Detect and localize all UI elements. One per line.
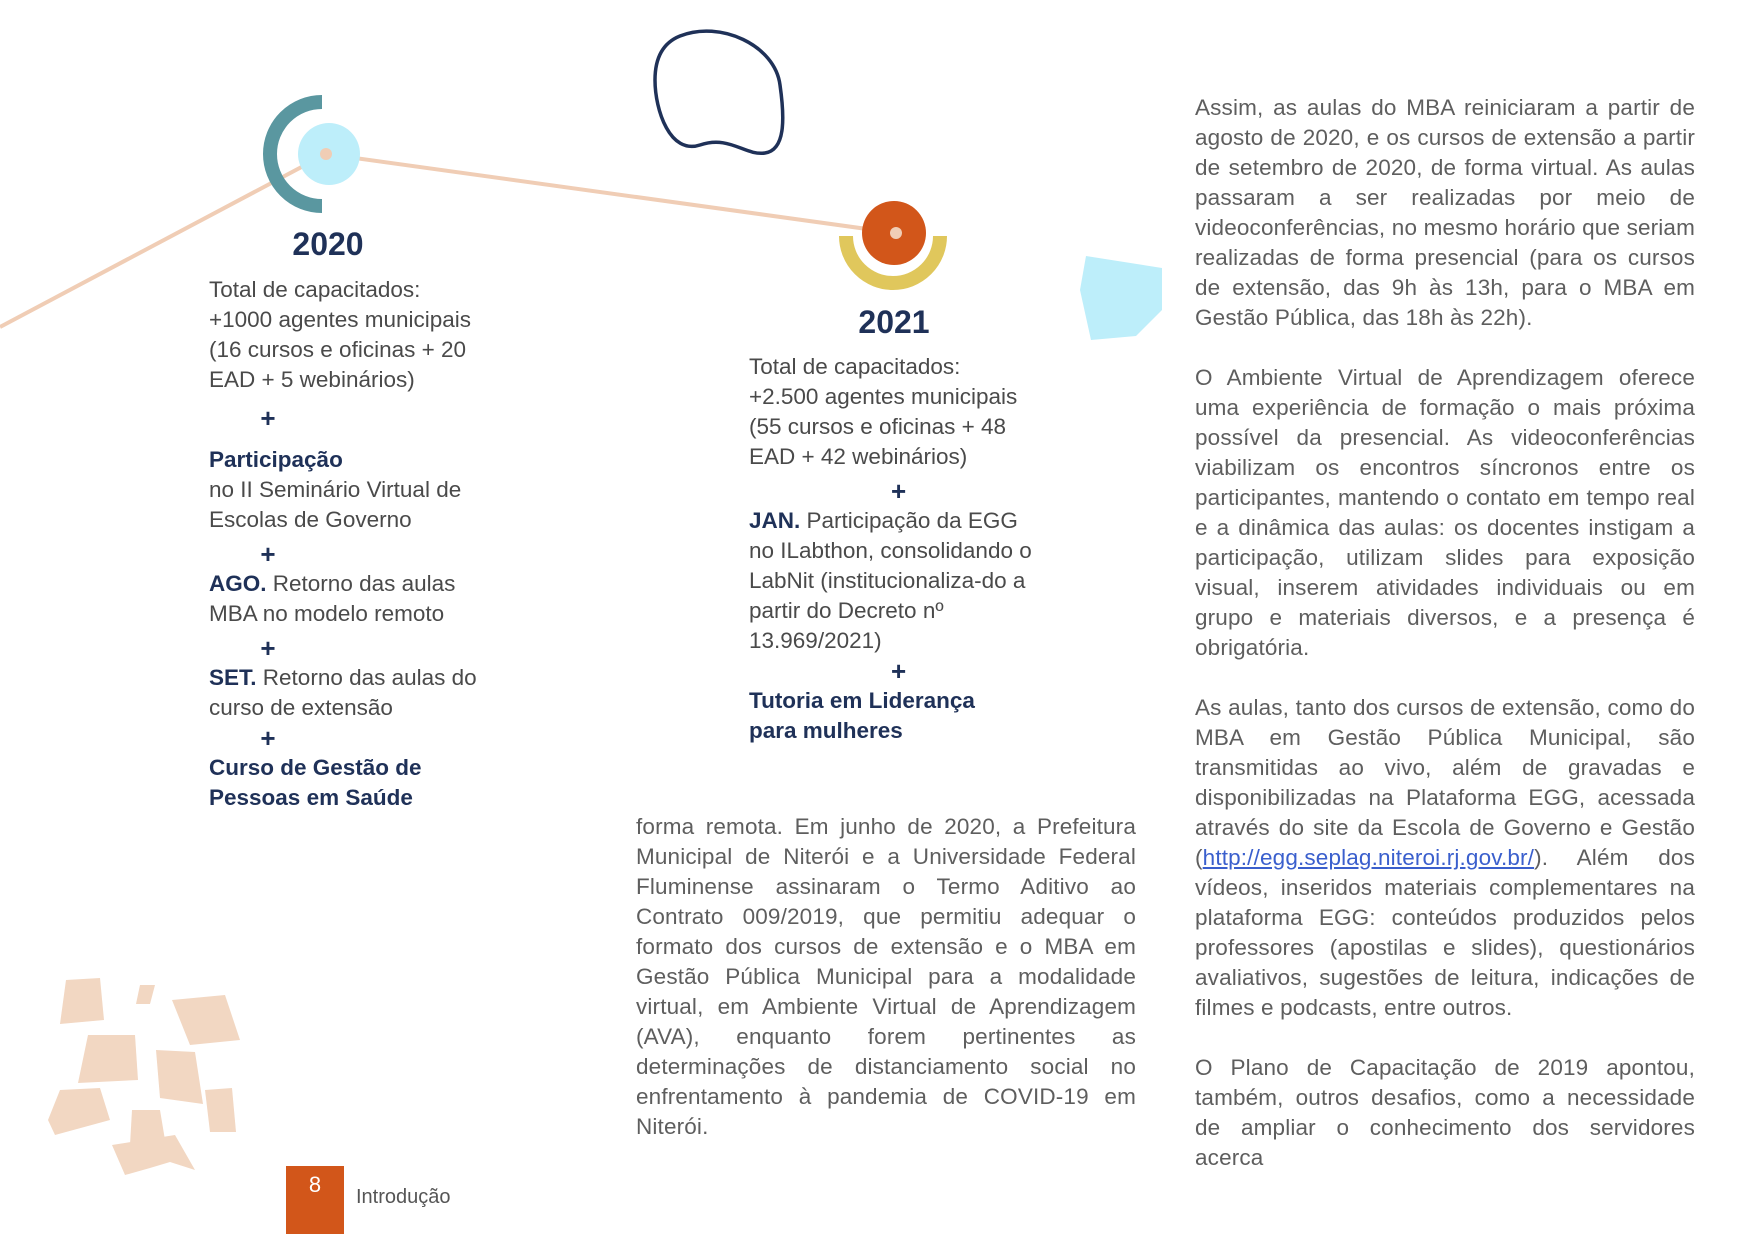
item-2021-jan	[749, 506, 1039, 656]
peach-pebbles-icon	[48, 978, 240, 1175]
plus-separator: +	[260, 723, 276, 753]
blob-outline-icon	[655, 31, 783, 153]
detail-2021-line1: (55 cursos e oficinas + 48	[749, 414, 1007, 439]
page-number: 8	[286, 1166, 344, 1234]
egg-site-link[interactable]: http://egg.seplag.niteroi.rj.gov.br/	[1202, 845, 1535, 870]
total-value-2020: +1000 agentes municipais	[209, 307, 472, 332]
item-title: Participação	[209, 447, 343, 472]
total-label-2020: Total de capacitados:	[209, 277, 421, 302]
year-2020: 2020	[292, 226, 364, 262]
item-2020-set	[209, 663, 509, 723]
paragraph: O Plano de Capacitação de 2019 apontou, também, outros desafios, como a necessidade de ampliar o conhecimento dos servidores acerca	[1195, 1055, 1695, 1170]
paragraph-text: As aulas, tanto dos cursos de extensão, como do MBA em Gestão Pública Municipal, são transmitidas ao vivo, além de gravadas e disponibilizadas na Plataforma EGG, acessada através do site da Escola de Governo e Gestão (	[1195, 695, 1695, 870]
detail-2020-line1: (16 cursos e oficinas + 20	[209, 337, 467, 362]
item-text: Retorno das aulas MBA no modelo remoto	[209, 571, 456, 626]
item-2020-ago	[209, 569, 509, 629]
marker-2021-icon	[846, 201, 940, 283]
item-2020-participacao	[209, 445, 509, 535]
item-text: no II Seminário Virtual de Escolas de Governo	[209, 477, 462, 532]
middle-column-text	[636, 812, 1136, 1172]
section-label: Introdução	[356, 1186, 451, 1208]
plus-separator: +	[891, 656, 907, 686]
detail-2020-line2: EAD + 5 webinários)	[209, 367, 415, 392]
paragraph	[1195, 693, 1695, 1023]
timeline-line-segment	[326, 154, 896, 233]
month-tag: SET.	[209, 665, 257, 690]
hexagon-shape-icon	[1080, 256, 1162, 340]
item-text: Retorno das aulas do curso de extensão	[209, 665, 477, 720]
paragraph: O Ambiente Virtual de Aprendizagem oferece uma experiência de formação o mais próxima possível da presencial. As videoconferências viabilizam os encontros síncronos entre os participantes, mantendo o contato em tempo real e a dinâmica das aulas: os docentes instigam a participação, utilizam slides para exposição visual, inserem atividades individuais ou em grupo e materiais diversos, e a presença é obrigatória.	[1195, 365, 1695, 660]
paragraph-text: ). Além dos vídeos, inseridos materiais complementares na plataforma EGG: conteúdos produzidos pelos professores (apostilas e slides), questionários avaliativos, sugestões de leitura, indicações de filmes e podcasts, entre outros.	[1195, 845, 1695, 1020]
detail-2021-line2: EAD + 42 webinários)	[749, 444, 968, 469]
total-value-2021: +2.500 agentes municipais	[749, 384, 1018, 409]
total-label-2021: Total de capacitados:	[749, 354, 961, 379]
item-2020-curso-gestao: Curso de Gestão de Pessoas em Saúde	[209, 755, 422, 810]
plus-separator: +	[260, 633, 276, 663]
paragraph: forma remota. Em junho de 2020, a Prefeitura Municipal de Niterói e a Universidade Federal Fluminense assinaram o Termo Aditivo ao Contrato 009/2019, que permitiu adequar o formato dos cursos de extensão e o MBA em Gestão Pública Municipal para a modalidade virtual, em Ambiente Virtual de Aprendizagem (AVA), enquanto forem pertinentes as determinações de distanciamento social no enfrentamento à pandemia de COVID-19 em Niterói.	[636, 814, 1136, 1139]
plus-separator: +	[891, 476, 907, 506]
timeline-2020-block	[209, 275, 509, 813]
month-tag: JAN.	[749, 508, 801, 533]
right-column-text	[1195, 93, 1695, 1203]
item-text: Participação da EGG no ILabthon, consolidando o LabNit (institucionaliza-do a partir do Decreto nº 13.969/2021)	[749, 508, 1032, 653]
plus-separator: +	[260, 539, 276, 569]
month-tag: AGO.	[209, 571, 267, 596]
plus-separator: +	[260, 403, 276, 433]
paragraph: Assim, as aulas do MBA reiniciaram a partir de agosto de 2020, e os cursos de extensão a partir de setembro de 2020, de forma virtual. As aulas passaram a ser realizadas por meio de videoconferências, no mesmo horário que seriam realizadas de forma presencial (para os cursos de extensão, das 9h às 13h, para o MBA em Gestão Pública, das 18h às 22h).	[1195, 95, 1695, 330]
timeline-2021-block	[749, 352, 1049, 746]
marker-2020-icon	[270, 102, 360, 206]
year-2021: 2021	[858, 304, 930, 340]
item-2021-tutoria: Tutoria em Liderança para mulheres	[749, 688, 975, 743]
